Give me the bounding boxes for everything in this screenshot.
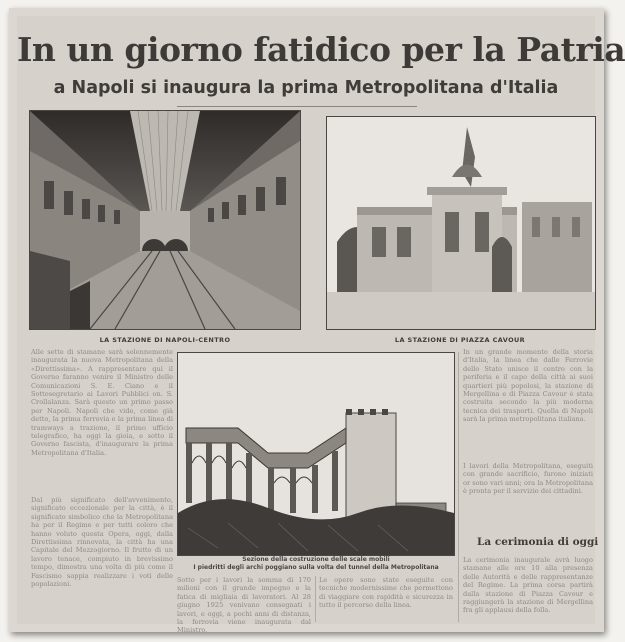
headline-rule (177, 106, 417, 107)
caption-napoli-centro: LA STAZIONE DI NAPOLI-CENTRO (99, 336, 231, 344)
newspaper-photo (9, 8, 625, 635)
section-heading-cerimonia: La cerimonia di oggi (477, 536, 599, 548)
illustration-viaduct (177, 352, 455, 556)
photo-napoli-centro (29, 110, 301, 330)
caption-viaduct-line1: Sezione della costruzione delle scale mobili (242, 556, 390, 563)
article-text-right-bottom: La cerimonia inaugurale avrà luogo stamane alle ore 10 alla presenza delle Autorità e delle rappresentanze del Regime. La prima corsa partirà dalla stazione di Piazza Cavour e raggiungerà la stazione di Mergellina fra gli applausi della folla. (463, 556, 593, 615)
column-divider (315, 576, 316, 622)
caption-viaduct-line2: I piedritti degli archi poggiano sulla volta del tunnel della Metropolitana (193, 564, 439, 571)
right-column-divider (458, 352, 459, 622)
article-text-right-top: In un grande momento della storia d'Italia, la linea che dalle Ferrovie dello Stato unisce il centro con la periferia e il capo della città ai suoi quartieri più popolosi, la stazione di Mergellina e di Piazza Cavour è stata costruita secondo la più moderna tecnica dei trasporti. Quella di Napoli sarà la prima metropolitana italiana. (463, 348, 593, 424)
subheadline: a Napoli si inaugura la prima Metropolitana d'Italia (53, 78, 559, 98)
caption-piazza-cavour: LA STAZIONE DI PIAZZA CAVOUR (394, 336, 526, 344)
headline: In un giorno fatidico per la Patria (17, 30, 625, 69)
article-text-left-top: Alle sette di stamane sarà solennemente inaugurata la nuova Metropolitana della «Direttissima». A rappresentare qui il Governo faranno venire il Ministro delle Comunicazioni S. E. Ciano e il Sottosegretario ai Lavori Pubblici on. S. Crollalanza. Sarà questo un primo passo per Napoli. Napoli che vide, come già detto, la prima ferrovia e la prima linea di tramways a trazione, il primo ufficio telegrafico, ha oggi la gioia, e sotto il Governo fascista, d'inaugurare la prima Metropolitana d'Italia. (31, 348, 173, 457)
article-text-left-bottom: Dal più significato dell'avvenimento, significato eccezionale per la città, è il significato simbolico che la Metropolitana ha per il Regime e per tutti coloro che hanno voluto questa Opera, oggi, dalla Direttissima rinnovata, la città ha una Capitale del Mezzogiorno. Il frutto di un lavoro tenace, compiuto in brevissimo tempo, dimostra una volta di più come il Fascismo sappia realizzare i voti delle popolazioni. (31, 496, 173, 589)
newspaper-page (17, 16, 625, 635)
article-text-bottom-mid: Sotto per i lavori la somma di 170 milioni con il grande impegno e la fatica di migliaia di lavoratori. Al 28 giugno 1925 venivano consegnati i lavori, e oggi, a pochi anni di distanza, la ferrovia viene inaugurata dal Ministro. (177, 576, 311, 635)
photo-piazza-cavour (326, 116, 596, 330)
article-text-right-mid: I lavori della Metropolitana, eseguiti con grande sacrificio, furono iniziati or sono vari anni; ora la Metropolitana è pronta per il servizio dei cittadini. (463, 462, 593, 496)
article-text-bottom-right: Le opere sono state eseguite con tecniche modernissime che permettono di viaggiare con rapidità e sicurezza in tutto il percorso della linea. (319, 576, 453, 610)
